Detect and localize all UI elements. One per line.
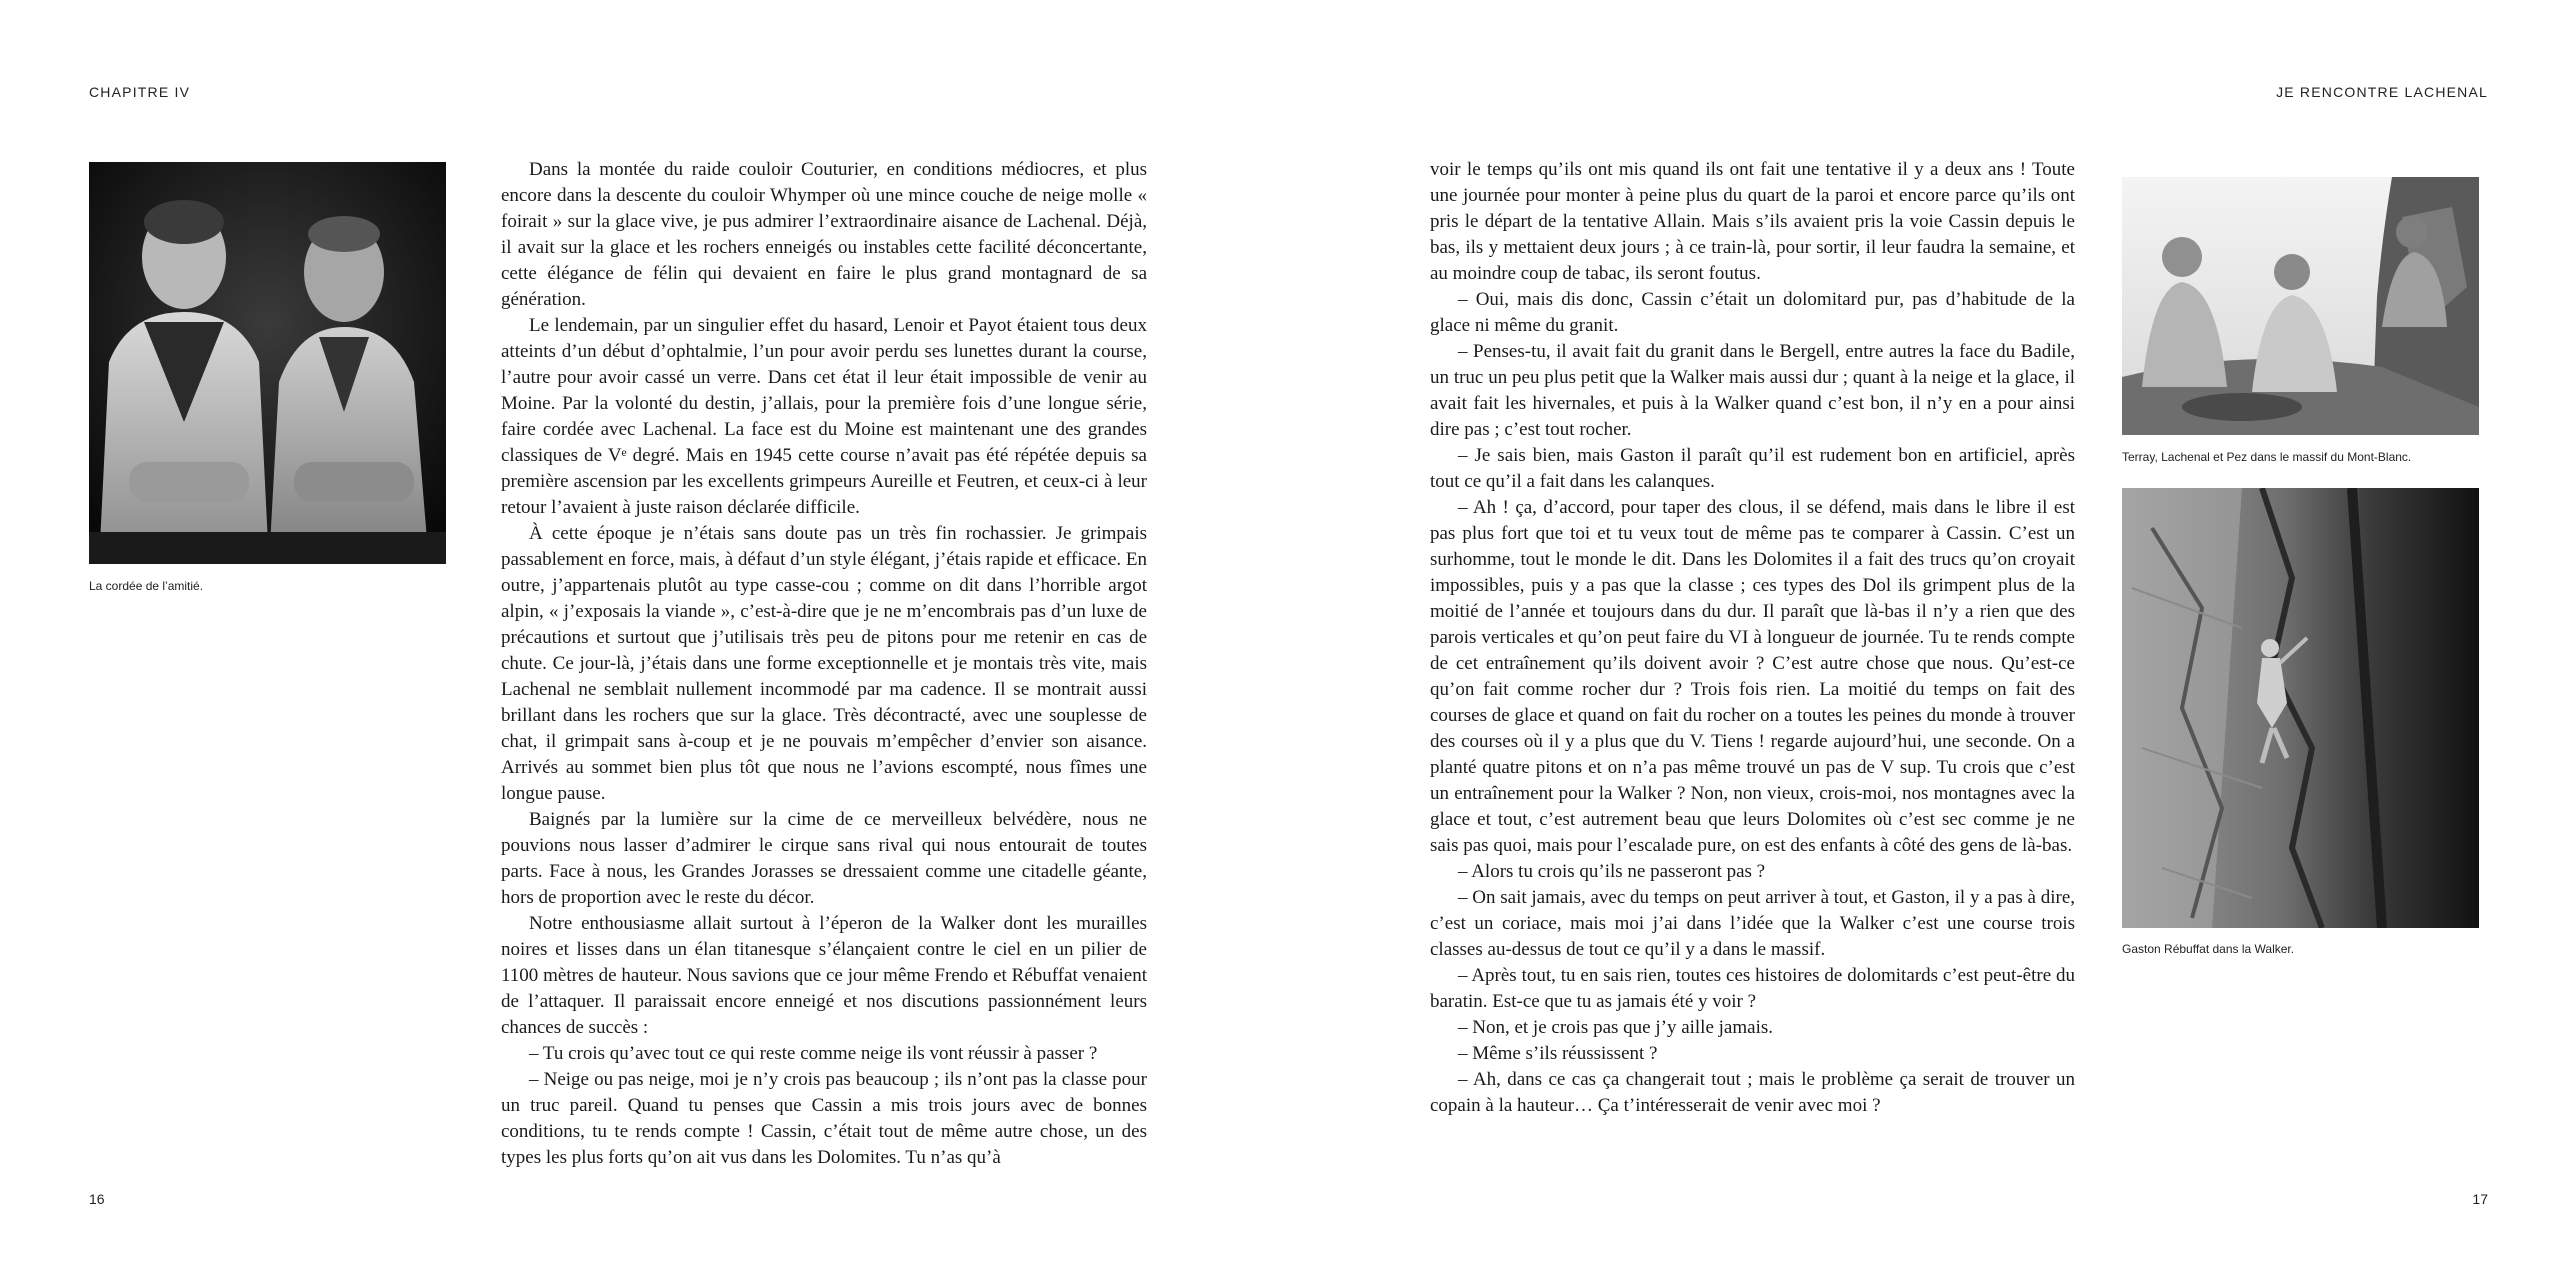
dialogue-line: – Ah ! ça, d’accord, pour taper des clous, il se défend, mais dans le libre il est pas plus fort que toi et tu veux tout de même pas te comparer à Cassin. C’est un surhomme, tout le monde le dit. Dans les Dolomites il a fait des trucs qu’on croyait impossibles, puis y a pas que la classe ; ces types des Dol ils grimpent plus de la moitié de l’année et toujours dans du dur. Il paraît que là-bas il n’y a rien que des parois verticales et qu’on peut faire du VI à longueur de journée. Tu te rends compte de cet entraînement qu’ils doivent avoir ? C’est autre chose que nous. Qu’est-ce qu’on fait comme rocher dur ? Trois fois rien. La moitié du temps on fait des courses de glace et quand on fait du rocher on a toutes les peines du monde à trouver des courses où il y a plus que du V. Tiens ! regarde aujourd’hui, une seconde. On a planté quatre pitons et on n’a pas même trouvé un pas de V sup. Tu crois que c’est un entraînement pour la Walker ? Non, non vieux, crois-moi, nos montagnes avec la glace et tout, c’est autrement beau que leurs Dolomites où c’est sec comme je ne sais pas quoi, mais pour l’escalade pure, on est des enfants à côté des gens de là-bas. [1430, 497, 2075, 856]
photo-climbers-seated-image [89, 162, 446, 564]
photo-three-climbers-image [2122, 177, 2479, 435]
body-text-left [501, 157, 1147, 1171]
dialogue-line: – Après tout, tu en sais rien, toutes ces histoires de dolomitards c’est peut-être du baratin. Est-ce que tu as jamais été y voir ? [1430, 965, 2075, 1012]
page-number-left: 16 [89, 1191, 105, 1207]
dialogue-line: – On sait jamais, avec du temps on peut arriver à tout, et Gaston, il y a pas à dire, c’est un coriace, mais moi j’ai dans l’idée que la Walker c’est une course trois classes au-dessus de tout ce qu’il y a dans le massif. [1430, 887, 2075, 960]
dialogue-line: – Non, et je crois pas que j’y aille jamais. [1458, 1017, 1773, 1038]
dialogue-line: – Même s’ils réussissent ? [1458, 1043, 1658, 1064]
photo-rebuffat-walker-image [2122, 488, 2479, 928]
paragraph: À cette époque je n’étais sans doute pas un très fin rochassier. Je grimpais passablement en force, mais, à défaut d’un style élégant, j’étais rapide et efficace. En outre, j’appartenais plutôt au type casse-cou ; comme on dit dans l’horrible argot alpin, « j’exposais la viande », c’est-à-dire que je ne m’encombrais pas d’un luxe de précautions et surtout que j’utilisais très peu de pitons pour me retenir en cas de chute. Ce jour-là, j’étais dans une forme exceptionnelle et je montais très vite, mais Lachenal ne semblait nullement incommodé par ma cadence. Il se montrait aussi brillant dans les rochers que sur la glace. Très décontracté, avec une souplesse de chat, il grimpait sans à-coup et je ne pouvais m’empêcher d’envier son aisance. Arrivés au sommet bien plus tôt que nous ne l’avions escompté, nous fîmes une longue pause. [501, 523, 1147, 804]
right-page [1280, 0, 2560, 1280]
dialogue-line: – Tu crois qu’avec tout ce qui reste comme neige ils vont réussir à passer ? [529, 1043, 1098, 1064]
running-head-left: CHAPITRE IV [89, 84, 191, 100]
running-head-right: JE RENCONTRE LACHENAL [2276, 84, 2488, 100]
page-number-right: 17 [2472, 1191, 2488, 1207]
photo-climbers-seated [89, 162, 446, 564]
dialogue-line: – Penses-tu, il avait fait du granit dans le Bergell, entre autres la face du Badile, un truc un peu plus petit que la Walker mais aussi dur ; quant à la neige et la glace, il avait fait les hivernales, et puis à la Walker quand c’est bon, il n’y en a pour ainsi dire pas ; c’est tout rocher. [1430, 341, 2075, 440]
dialogue-line: – Neige ou pas neige, moi je n’y crois pas beaucoup ; ils n’ont pas la classe pour un truc pareil. Quand tu penses que Cassin a mis trois jours avec de bonnes conditions, tu te rends compte ! Cassin, c’était tout de même autre chose, un des types les plus forts qu’on ait vus dans les Dolomites. Tu n’as qu’à [501, 1069, 1147, 1168]
photo-rebuffat-walker [2122, 488, 2479, 928]
photo-caption-left: La cordée de l’amitié. [89, 579, 204, 593]
dialogue-line: – Ah, dans ce cas ça changerait tout ; mais le problème ça serait de trouver un copain à la hauteur… Ça t’intéresserait de venir avec moi ? [1430, 1069, 2075, 1116]
dialogue-line: – Je sais bien, mais Gaston il paraît qu’il est rudement bon en artificiel, après tout ce qu’il a fait dans les calanques. [1430, 445, 2075, 492]
dialogue-line: – Alors tu crois qu’ils ne passeront pas ? [1458, 861, 1766, 882]
photo-caption-three-climbers: Terray, Lachenal et Pez dans le massif du Mont-Blanc. [2122, 450, 2412, 464]
paragraph: Baignés par la lumière sur la cime de ce merveilleux belvédère, nous ne pouvions nous lasser d’admirer le cirque sans rival qui nous entourait de toutes parts. Face à nous, les Grandes Jorasses se dressaient comme une citadelle géante, hors de proportion avec le reste du décor. [501, 809, 1147, 908]
paragraph: Le lendemain, par un singulier effet du hasard, Lenoir et Payot étaient tous deux atteints d’un début d’ophtalmie, l’un pour avoir perdu ses lunettes durant la course, l’autre pour avoir cassé un verre. Dans cet état il leur était impossible de venir au Moine. Par la volonté du destin, j’allais, pour la première fois d’une longue série, faire cordée avec Lachenal. La face est du Moine est maintenant une des grandes classiques de Vᵉ degré. Mais en 1945 cette course n’avait pas été répétée depuis sa première ascension par les excellents grimpeurs Aureille et Feutren, et ceux-ci à leur retour l’avaient à juste raison déclarée difficile. [501, 315, 1147, 518]
paragraph: Notre enthousiasme allait surtout à l’éperon de la Walker dont les murailles noires et lisses dans un élan titanesque s’élançaient contre le ciel en un pilier de 1100 mètres de hauteur. Nous savions que ce jour même Frendo et Rébuffat venaient de l’attaquer. Il paraissait encore enneigé et nos discutions passionnément leurs chances de succès : [501, 913, 1147, 1038]
paragraph: Dans la montée du raide couloir Couturier, en conditions médiocres, et plus encore dans la descente du couloir Whymper où une mince couche de neige molle « foirait » sur la glace vive, je pus admirer l’extraordinaire aisance de Lachenal. Déjà, il avait sur la glace et les rochers enneigés ou instables cette facilité déconcertante, cette élégance de félin qui devaient en faire le plus grand montagnard de sa génération. [501, 159, 1147, 310]
photo-caption-rebuffat: Gaston Rébuffat dans la Walker. [2122, 942, 2295, 956]
photo-three-climbers [2122, 177, 2479, 435]
dialogue-line: – Oui, mais dis donc, Cassin c’était un dolomitard pur, pas d’habitude de la glace ni même du granit. [1430, 289, 2075, 336]
body-text-right [1430, 157, 2075, 1119]
paragraph: voir le temps qu’ils ont mis quand ils ont fait une tentative il y a deux ans ! Toute une journée pour monter à peine plus du quart de la paroi et encore parce qu’ils ont pris le départ de la tentative Allain. Mais s’ils avaient pris la voie Cassin depuis le bas, ils y mettaient deux jours ; à ce train-là, pour sortir, il leur faudra la semaine, et au moindre coup de tabac, ils seront foutus. [1430, 159, 2075, 284]
